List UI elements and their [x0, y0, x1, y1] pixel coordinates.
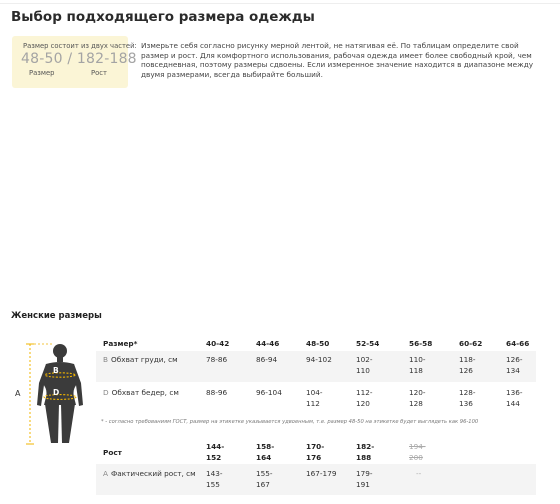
size-col-header: 48-50 [306, 339, 330, 348]
height-header-label: Рост [103, 448, 122, 457]
row-label: Обхват бедер, см [111, 388, 179, 397]
table-cell: 118- 126 [459, 355, 476, 375]
table-cell: 112- 120 [356, 388, 373, 408]
table-cell: 104- 112 [306, 388, 323, 408]
height-col-header: 144- 152 [206, 442, 225, 462]
table-cell: 128- 136 [459, 388, 476, 408]
table-row [96, 382, 536, 413]
table-cell: 155- 167 [256, 469, 273, 489]
hips-measure-label: D [53, 388, 60, 397]
size-header-label: Размер* [103, 339, 138, 348]
body-measurement-figure [6, 339, 96, 449]
table-row [96, 351, 536, 382]
table-cell: -- [416, 469, 422, 478]
height-col-header: 170- 176 [306, 442, 325, 462]
table-cell: 120- 128 [409, 388, 426, 408]
size-format-label-height: Рост [91, 69, 107, 77]
row-letter: B [103, 355, 109, 364]
table-row [96, 464, 536, 495]
women-section-title: Женские размеры [11, 311, 102, 321]
height-col-header: 182- 188 [356, 442, 375, 462]
table-cell: 179- 191 [356, 469, 373, 489]
size-col-header: 44-46 [256, 339, 280, 348]
row-letter: A [103, 469, 108, 478]
height-measure-label: A [15, 389, 21, 398]
size-format-card [12, 36, 137, 88]
table-cell: 78-86 [206, 355, 228, 364]
intro-text: Измерьте себя согласно рисунку мерной лентой, не натягивая её. По таблицам определите свой размер и рост. Для комфортного использования, рабочая одежда имеет более свободный крой, чем повседневная, поэтому размеры сдвоены. Если измеренное значение находится в диапазоне между двумя размерами, всегда выбирайте больший. [141, 41, 534, 80]
table-cell: 110- 118 [409, 355, 426, 375]
table-cell: 126- 134 [506, 355, 523, 375]
size-col-header: 52-54 [356, 339, 380, 348]
height-table-header [96, 441, 536, 464]
table-cell: 143- 155 [206, 469, 223, 489]
size-format-label-size: Размер [29, 69, 55, 77]
size-footnote: * - согласно требованиям ГОСТ, размер на этикетке указывается удвоенным, т.е. размер 48-50 на этикетке будет выглядеть как 96-100 [101, 419, 479, 425]
size-col-header: 56-58 [409, 339, 433, 348]
size-format-caption: Размер состоит из двух частей: [23, 42, 137, 50]
chest-measure-label: B [53, 366, 59, 375]
row-label: Фактический рост, см [111, 469, 196, 478]
height-col-header-unavailable: 194- 200 [409, 442, 426, 462]
table-cell: 136- 144 [506, 388, 523, 408]
size-format-example: 48-50 / 182-188 [21, 51, 137, 67]
page-title: Выбор подходящего размера одежды [11, 9, 315, 25]
size-table-header [96, 335, 536, 351]
row-label: Обхват груди, см [111, 355, 178, 364]
top-divider [0, 3, 560, 4]
table-cell: 167-179 [306, 469, 337, 478]
table-cell: 88-96 [206, 388, 228, 397]
size-col-header: 60-62 [459, 339, 483, 348]
size-col-header: 40-42 [206, 339, 230, 348]
table-cell: 96-104 [256, 388, 282, 397]
table-cell: 102- 110 [356, 355, 373, 375]
size-col-header: 64-66 [506, 339, 530, 348]
table-cell: 94-102 [306, 355, 332, 364]
height-col-header: 158- 164 [256, 442, 275, 462]
table-cell: 86-94 [256, 355, 278, 364]
row-letter: D [103, 388, 109, 397]
